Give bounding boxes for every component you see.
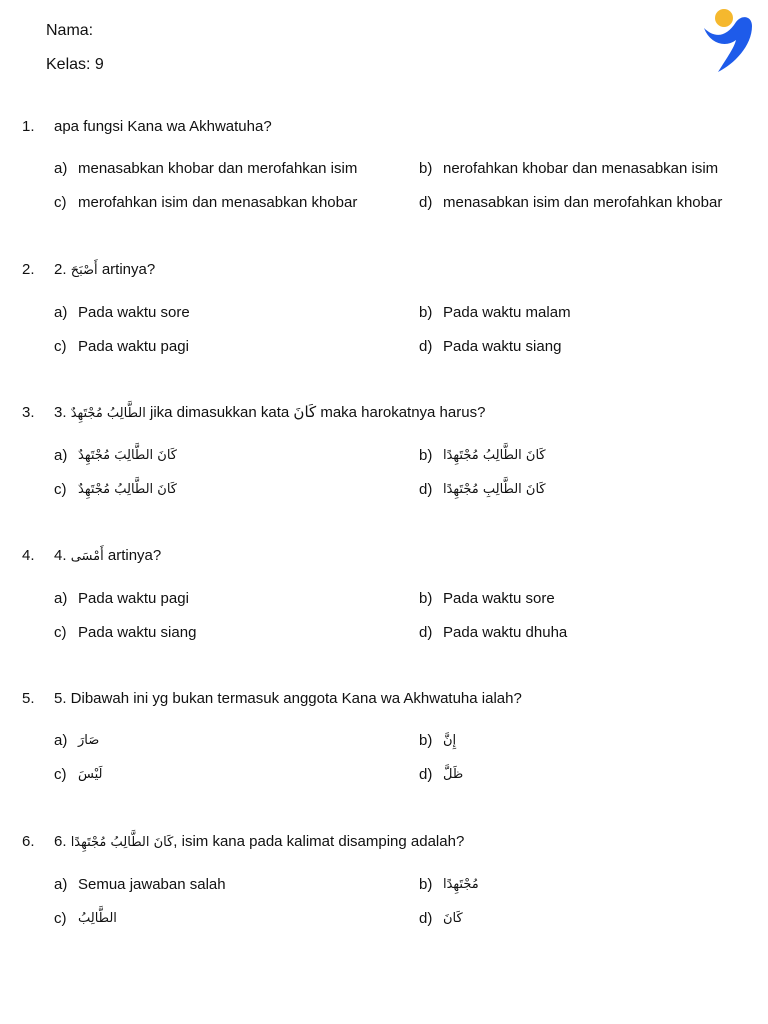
answer-options <box>54 158 762 214</box>
question-header <box>22 831 762 854</box>
option-text: إِنَّ <box>443 733 457 748</box>
answer-option[interactable] <box>54 192 419 214</box>
student-header <box>46 20 104 88</box>
option-letter: c) <box>54 194 67 211</box>
question-text-after: artinya? <box>97 261 156 278</box>
option-letter: b) <box>419 304 433 321</box>
question-text <box>54 402 762 425</box>
answer-option[interactable] <box>54 588 419 610</box>
answer-option[interactable] <box>54 622 419 644</box>
question-text-before: 6. <box>54 833 71 850</box>
option-text: لَيْسَ <box>78 767 103 782</box>
answer-option[interactable] <box>419 192 768 214</box>
question-text-after: artinya? <box>103 547 162 564</box>
option-letter: d) <box>419 910 433 927</box>
question-number: 1. <box>22 118 35 135</box>
option-letter: a) <box>54 447 68 464</box>
question-5 <box>22 688 762 831</box>
question-arabic-term: أَمْسَى <box>70 549 104 564</box>
option-letter: b) <box>419 447 433 464</box>
answer-options <box>54 730 762 786</box>
option-letter: c) <box>54 910 67 927</box>
answer-option[interactable] <box>419 336 768 358</box>
question-text <box>54 259 762 282</box>
question-text-before: 5. Dibawah ini yg bukan termasuk anggota Kana wa Akhwatuha ialah? <box>54 690 522 707</box>
option-letter: a) <box>54 304 68 321</box>
answer-option[interactable] <box>54 302 419 324</box>
option-letter: d) <box>419 766 433 783</box>
name-label: Nama: <box>46 22 94 39</box>
option-letter: a) <box>54 876 68 893</box>
answer-options <box>54 445 762 501</box>
option-text: merofahkan isim dan menasabkan khobar <box>78 194 358 211</box>
question-header <box>22 545 762 568</box>
question-6 <box>22 831 762 974</box>
option-text: Pada waktu pagi <box>78 590 189 607</box>
option-text: مُجْتَهِدًا <box>443 877 479 892</box>
option-text: كَانَ الطَّالِبُ مُجْتَهِدٌ <box>78 482 177 497</box>
option-text: Pada waktu sore <box>443 590 555 607</box>
question-text-before: 2. <box>54 261 71 278</box>
option-letter: b) <box>419 160 433 177</box>
question-number: 2. <box>22 261 35 278</box>
question-number: 4. <box>22 547 35 564</box>
answer-option[interactable] <box>419 730 768 752</box>
answer-option[interactable] <box>419 158 768 180</box>
option-letter: d) <box>419 338 433 355</box>
option-letter: d) <box>419 194 433 211</box>
question-1 <box>22 116 762 259</box>
option-text: كَانَ الطَّالِبِ مُجْتَهِدًا <box>443 482 546 497</box>
answer-option[interactable] <box>419 479 768 501</box>
question-header <box>22 116 762 138</box>
question-header <box>22 688 762 710</box>
answer-option[interactable] <box>54 730 419 752</box>
question-header <box>22 402 762 425</box>
option-text: الطَّالِبُ <box>78 911 117 926</box>
question-number: 6. <box>22 833 35 850</box>
question-text-before: 4. <box>54 547 71 564</box>
option-letter: a) <box>54 732 68 749</box>
answer-option[interactable] <box>419 908 768 930</box>
question-3 <box>22 402 762 545</box>
option-text: كَانَ الطَّالِبُ مُجْتَهِدًا <box>443 448 546 463</box>
option-text: Pada waktu dhuha <box>443 624 568 641</box>
option-letter: b) <box>419 732 433 749</box>
question-text <box>54 831 762 854</box>
question-arabic-term: أَصْبَحَ <box>70 263 98 278</box>
answer-option[interactable] <box>54 336 419 358</box>
answer-option[interactable] <box>419 588 768 610</box>
option-letter: d) <box>419 481 433 498</box>
answer-option[interactable] <box>54 874 419 896</box>
option-letter: b) <box>419 590 433 607</box>
class-label: Kelas: 9 <box>46 56 104 73</box>
option-text: Pada waktu sore <box>78 304 190 321</box>
option-text: صَارَ <box>78 733 100 748</box>
question-text-before: apa fungsi Kana wa Akhwatuha? <box>54 118 272 135</box>
option-letter: c) <box>54 338 67 355</box>
option-text: Pada waktu malam <box>443 304 571 321</box>
option-letter: a) <box>54 590 68 607</box>
option-text: nerofahkan khobar dan menasabkan isim <box>443 160 719 177</box>
option-letter: d) <box>419 624 433 641</box>
question-text <box>54 545 762 568</box>
question-list <box>22 116 762 974</box>
brand-logo-icon <box>696 4 760 74</box>
option-text: Pada waktu siang <box>78 624 197 641</box>
answer-options <box>54 588 762 644</box>
option-letter: a) <box>54 160 68 177</box>
option-text: menasabkan khobar dan merofahkan isim <box>78 160 358 177</box>
answer-option[interactable] <box>54 158 419 180</box>
option-text: Semua jawaban salah <box>78 876 226 893</box>
question-arabic-term: الطَّالِبُ مُجْتَهِدٌ <box>70 406 146 421</box>
option-text: كَانَ الطَّالِبَ مُجْتَهِدٌ <box>78 448 177 463</box>
question-header <box>22 259 762 282</box>
question-text-after: jika dimasukkan kata كَانَ maka harokatnya harus? <box>145 404 486 421</box>
question-4 <box>22 545 762 688</box>
answer-option[interactable] <box>419 302 768 324</box>
answer-options <box>54 874 762 930</box>
question-2 <box>22 259 762 402</box>
question-text <box>54 116 762 138</box>
answer-option[interactable] <box>419 445 768 467</box>
question-number: 5. <box>22 690 35 707</box>
option-text: menasabkan isim dan merofahkan khobar <box>443 194 723 211</box>
option-letter: c) <box>54 766 67 783</box>
option-text: Pada waktu pagi <box>78 338 189 355</box>
option-letter: c) <box>54 481 67 498</box>
answer-option[interactable] <box>419 764 768 786</box>
question-number: 3. <box>22 404 35 421</box>
answer-option[interactable] <box>54 764 419 786</box>
answer-options <box>54 302 762 358</box>
question-arabic-term: كَانَ الطَّالِبُ مُجْتَهِدًا <box>70 835 174 850</box>
answer-option[interactable] <box>419 874 768 896</box>
option-letter: c) <box>54 624 67 641</box>
option-text: ظَلَّ <box>443 767 464 782</box>
answer-option[interactable] <box>54 445 419 467</box>
answer-option[interactable] <box>419 622 768 644</box>
option-text: كَانَ <box>443 911 463 926</box>
option-text: Pada waktu siang <box>443 338 562 355</box>
answer-option[interactable] <box>54 908 419 930</box>
question-text-after: , isim kana pada kalimat disamping adalah? <box>173 833 465 850</box>
question-text <box>54 688 762 710</box>
question-text-before: 3. <box>54 404 71 421</box>
option-letter: b) <box>419 876 433 893</box>
answer-option[interactable] <box>54 479 419 501</box>
